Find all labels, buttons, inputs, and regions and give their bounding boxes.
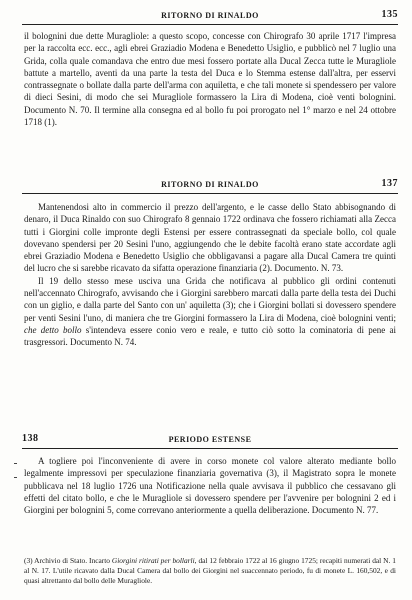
header-title: PERIODO ESTENSE <box>168 435 252 444</box>
paragraph: il bolognini due dette Muragliole: a questo scopo, concesse con Chirografo 30 aprile 1717 l'impresa per la raccolta ecc. ecc., agli ebrei Graziadio Modena e Benedetto Usiglio, e pubblicò nel 7 luglio una Grida, colla quale comandava che entro due mesi fossero portate alla Ducal Zecca tutte le Muragliole battute a martello, aventi da una parte la testa del Duca e lo Stemma estense dall'altra, per esservi contrassegnate o bollate dalla parte dell'arma con aquiletta, e che tali monete si spendessero per valore di dieci Sesini, di modo che sei Muragliole formassero la Lira di Modena, cioè venti bolognini. Documento N. 70. Il termine alla consegna ed al bollo fu poi prorogato nel 1° marzo e nel 24 ottobre 1718 (1). <box>24 31 396 128</box>
header-rule <box>22 24 398 25</box>
paragraph: A togliere poi l'inconveniente di avere in corso monete col valore alterato mediante bollo legalmente impressovi per speculazione finanziaria governativa (3), il Magistrato sopra le monete pubblicava nel 18 luglio 1726 una Notificazione nella quale avvisava il pubblico che cessavano gli effetti del citato bollo, e che le Muragliole si dovessero spendere per l'avvenire per bolognini 2 ed i Giorgini per bolognini 5, come correvano anteriormente a quella deliberazione. Documento N. 77. <box>24 456 396 516</box>
paragraph: Il 19 dello stesso mese usciva una Grida che notificava al pubblico gli ordini contenuti nell'accennato Chirografo, avvisando che i Giorgini sarebbero marcati dalla parte della testa dei Duchi con un giglio, e dalla parte del Santo con un' aquiletta (3); che i Giorgini bollati si dovessero spendere per venti Sesini l'uno, di maniera che tre Giorgini formassero la Lira di Modena, cioè bolognini venti; che detto bollo s'intendeva essere conio vero e reale, e tutto ciò sotto la cominatoria di pene ai trasgressori. Documento N. 74. <box>24 275 396 348</box>
paragraph: Mantenendosi alto in commercio il prezzo dell'argento, e le casse dello Stato abbisognando di denaro, il Duca Rinaldo con suo Chirografo 8 gennaio 1722 ordinava che fossero richiamati alla Zecca tutti i Giorgini colle impronte degli Estensi per essere contrassegnati da speciale bollo, col quale dovevano spendersi per 20 Sesini l'uno, aggiungendo che le debite facoltà erano state accordate agli ebrei Graziadio Modena e Benedetto Usiglio che obbligavansi a pagare alla Ducal Camera tre quinti del lucro che si sarebbe ricavato da sifatta operazione finanziaria (2). Documento. N. 73. <box>24 202 396 274</box>
page-number: 135 <box>381 9 398 20</box>
text-section-2 <box>24 201 396 349</box>
margin-mark <box>14 477 17 478</box>
header-rule <box>22 448 398 449</box>
text-section-3 <box>24 455 396 516</box>
header-title: RITORNO DI RINALDO <box>161 180 259 189</box>
text-section-1 <box>24 30 396 128</box>
footnote: (3) Archivio di Stato. Incarto Giorgini ritirati per bollarli, dal 12 febbraio 1722 al 16 giugno 1725; recapiti numerati dal N. 1 al N. 17. L'utile ricavato dalla Ducal Camera dal bollo dei Giorgini nel suaccennato periodo, fu di monete L. 160,502, e di quasi altrettanto dal bollo delle Muragliole. <box>24 556 396 585</box>
header-title: RITORNO DI RINALDO <box>161 11 259 20</box>
margin-mark <box>14 463 17 464</box>
page-number: 137 <box>381 178 398 189</box>
header-rule <box>22 193 398 194</box>
page-number: 138 <box>22 433 39 444</box>
